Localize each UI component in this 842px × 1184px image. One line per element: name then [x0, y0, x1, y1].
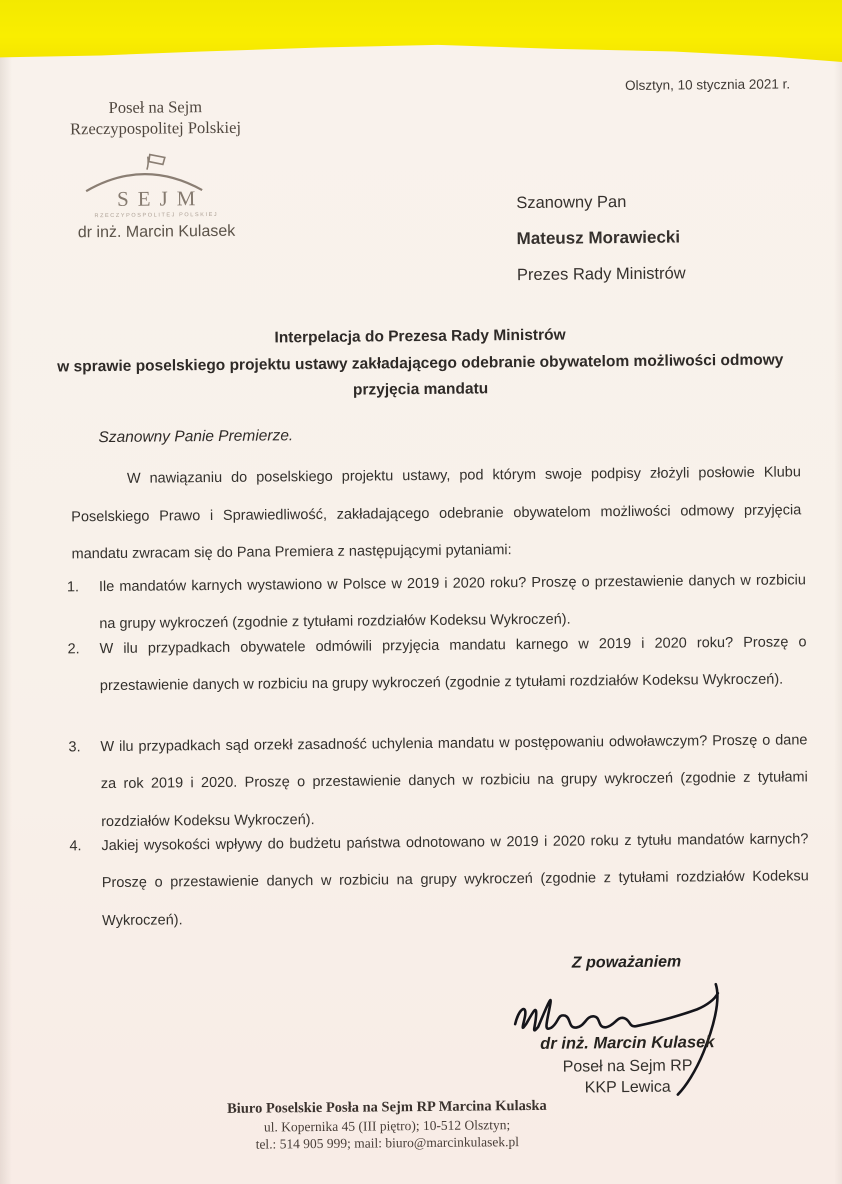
- subject-line-3: przyjęcia mandatu: [352, 380, 489, 399]
- closing-phrase: Z poważaniem: [571, 953, 682, 972]
- recipient-title: Prezes Rady Ministrów: [516, 264, 686, 285]
- question-number: 1.: [66, 579, 80, 596]
- footer-address: ul. Kopernika 45 (III piętro); 10-512 Olsztyn;: [263, 1116, 511, 1135]
- question-text: W ilu przypadkach sąd orzekł zasadność uchylenia mandatu w postępowaniu odwoławczym? Proszę o dane za rok 2019 i 2020. Proszę o przestawienie danych w rozbiciu na grupy wykroczeń (zgodnie z tytułami rozdziałów Kodeksu Wykroczeń).: [100, 732, 808, 830]
- office-line-1: Poseł na Sejm: [108, 97, 203, 117]
- recipient-name: Mateusz Morawiecki: [516, 227, 681, 249]
- question-number: 4.: [69, 838, 82, 855]
- recipient-salutation: Szanowny Pan: [516, 193, 627, 213]
- subject-line-2: w sprawie poselskiego projektu ustawy zakładającego odebranie obywatelom możliwości odmowy: [57, 351, 784, 375]
- subject-line-1: Interpelacja do Prezesa Rady Ministrów: [274, 326, 566, 347]
- question-item-4: [64, 821, 809, 940]
- office-line-2: Rzeczypospolitej Polskiej: [69, 117, 242, 139]
- subject-title: [37, 320, 803, 407]
- recipient-block: [516, 183, 686, 293]
- sejm-logo: [74, 148, 239, 220]
- letterhead-office: [35, 95, 275, 139]
- sejm-logo-subtext: RZECZYPOSPOLITEJ POLSKIEJ: [94, 211, 219, 220]
- question-item-2: [62, 624, 807, 706]
- signer-title-1: Poseł na Sejm RP: [562, 1057, 693, 1076]
- greeting-line: Szanowny Panie Premierze.: [98, 427, 294, 447]
- question-text: W ilu przypadkach obywatele odmówili przyjęcia mandatu karnego w 2019 i 2020 roku? Proszę o przestawienie danych w rozbiciu na grupy wykroczeń (zgodnie z tytułami rozdziałów Kodeksu Wykroczeń).: [99, 634, 807, 695]
- signer-title-2: KKP Lewica: [584, 1078, 671, 1097]
- sejm-logo-word: SEJM: [116, 186, 205, 211]
- footer-office-name: Biuro Poselskie Posła na Sejm RP Marcina Kulaska: [227, 1097, 547, 1117]
- question-text: Jakiej wysokości wpływy do budżetu państwa odnotowano w 2019 i 2020 roku z tytułu mandatów karnych? Proszę o przestawienie danych w rozbiciu na grupy wykroczeń (zgodnie z tytułami rozdziałów Kodeksu Wykroczeń).: [101, 831, 809, 929]
- footer-contact: tel.: 514 905 999; mail: biuro@marcinkulasek.pl: [255, 1134, 519, 1152]
- signer-name: dr inż. Marcin Kulasek: [540, 1033, 715, 1053]
- intro-paragraph: W nawiązaniu do poselskiego projektu ustawy, pod którym swoje podpisy złożyli posłowie Klubu Poselskiego Prawo i Sprawiedliwość, zakładającego odebranie obywatelom możliwości odmowy przyjęcia mandatu zwracam się do Pana Premiera z następującymi pytaniami:: [71, 464, 802, 563]
- sender-name: dr inż. Marcin Kulasek: [77, 222, 236, 242]
- question-number: 2.: [67, 641, 80, 658]
- office-footer: [137, 1097, 637, 1154]
- question-text: Ile mandatów karnych wystawiono w Polsce w 2019 i 2020 roku? Proszę o przestawienie danych w rozbiciu na grupy wykroczeń (zgodnie z tytułami rozdziałów Kodeksu Wykroczeń).: [98, 572, 806, 633]
- question-number: 3.: [68, 739, 81, 756]
- date-line: Olsztyn, 10 stycznia 2021 r.: [624, 76, 791, 94]
